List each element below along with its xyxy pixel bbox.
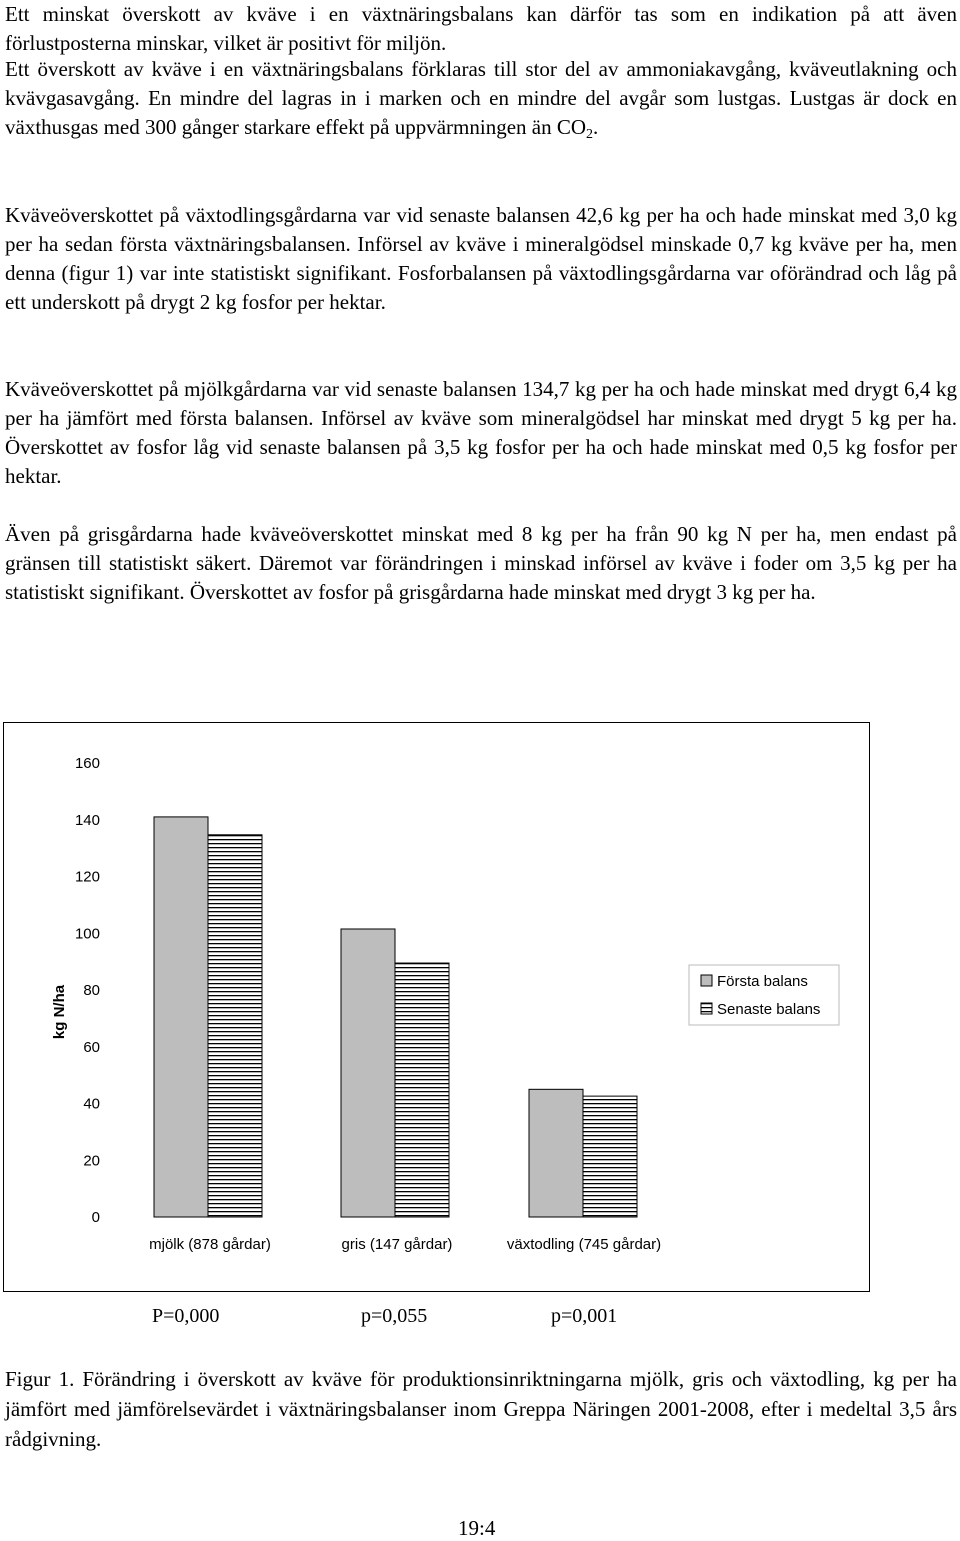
pvalue-vaxtodling: p=0,001 <box>551 1305 618 1327</box>
paragraph-2: Kväveöverskottet på växtodlingsgårdarna var vid senaste balansen 42,6 kg per ha och hade minskat med 3,0 kg per ha sedan första växtnäringsbalansen. Införsel av kväve i mineralgödsel minskade 0,7 kg kväve per ha, men denna (figur 1) var inte statistiskt signifikant. Fosforbalansen på växtodlingsgårdarna var oförändrad och låg på ett underskott på drygt 2 kg fosfor per hektar. <box>5 203 957 314</box>
y-tick-label: 20 <box>83 1152 100 1170</box>
legend-label-senaste: Senaste balans <box>717 1001 821 1018</box>
y-tick-label: 120 <box>74 868 100 886</box>
co2-subscript: 2 <box>586 127 594 142</box>
y-tick-label: 80 <box>83 982 100 999</box>
bar-forsta-2 <box>529 1089 583 1217</box>
paragraph-1b <box>5 55 957 142</box>
paragraph-4: Även på grisgårdarna hade kväveöverskottet minskat med 8 kg per ha från 90 kg N per ha, men endast på gränsen till statistiskt säkert. Däremot var förändringen i minskad införsel av kväve i foder om 3,5 kg per ha statistiskt signifikant. Överskottet av fosfor på grisgårdarna hade minskat med drygt 3 kg per ha. <box>5 522 957 604</box>
bar-forsta-0 <box>154 817 208 1217</box>
y-tick-label: 40 <box>83 1095 100 1113</box>
y-axis-label: kg N/ha <box>51 984 68 1040</box>
legend <box>689 965 839 1025</box>
paragraph-1b-text: Ett överskott av kväve i en växtnäringsbalans förklaras till stor del av ammoniakavgång, kväveutlakning och kvävgasavgång. En mindre del lagras in i marken och en mindre del avgår som lustgas. Lustgas är dock en växthusgas med 300 gånger starkare effekt på uppvärmningen än CO <box>5 57 957 139</box>
x-category-label: växtodling (745 gårdar) <box>506 1236 662 1253</box>
chart-frame <box>3 722 870 1292</box>
paragraph-1a: Ett minskat överskott av kväve i en växtnäringsbalans kan därför tas som en indikation på att även förlustposterna minskar, vilket är positivt för miljön. <box>5 2 957 55</box>
paragraph-3: Kväveöverskottet på mjölkgårdarna var vid senaste balansen 134,7 kg per ha och hade minskat med drygt 6,4 kg per ha jämfört med första balansen. Införsel av kväve som mineralgödsel har minskat med drygt 5 kg per ha. Överskottet av fosfor låg vid senaste balansen på 3,5 kg fosfor per ha och hade minskat med 0,5 kg fosfor per hektar. <box>5 377 957 488</box>
bar-senaste-1 <box>395 963 449 1217</box>
paragraph-1b-end: . <box>593 115 599 139</box>
legend-swatch-senaste <box>701 1003 712 1014</box>
legend-label-forsta: Första balans <box>717 973 808 990</box>
bar-chart <box>4 723 871 1293</box>
y-tick-label: 60 <box>83 1038 100 1056</box>
page-number: 19:4 <box>458 1516 496 1540</box>
x-category-label: gris (147 gårdar) <box>341 1236 453 1253</box>
pvalue-gris: p=0,055 <box>361 1305 428 1327</box>
x-category-label: mjölk (878 gårdar) <box>149 1236 271 1253</box>
figure-caption: Figur 1. Förändring i överskott av kväve för produktionsinriktningarna mjölk, gris och växtodling, kg per ha jämfört med jämförelsevärdet i växtnäringsbalanser inom Greppa Näringen 2001-2008, efter i medeltal 3,5 års rådgivning. <box>5 1367 957 1451</box>
bar-forsta-1 <box>341 929 395 1217</box>
y-tick-label: 140 <box>74 811 100 829</box>
pvalue-mjolk: P=0,000 <box>152 1305 220 1327</box>
y-tick-label: 100 <box>74 925 100 943</box>
bar-senaste-2 <box>583 1096 637 1217</box>
y-tick-label: 0 <box>91 1209 100 1226</box>
y-tick-label: 160 <box>74 755 100 772</box>
bar-senaste-0 <box>208 835 262 1217</box>
legend-swatch-forsta <box>701 975 712 986</box>
